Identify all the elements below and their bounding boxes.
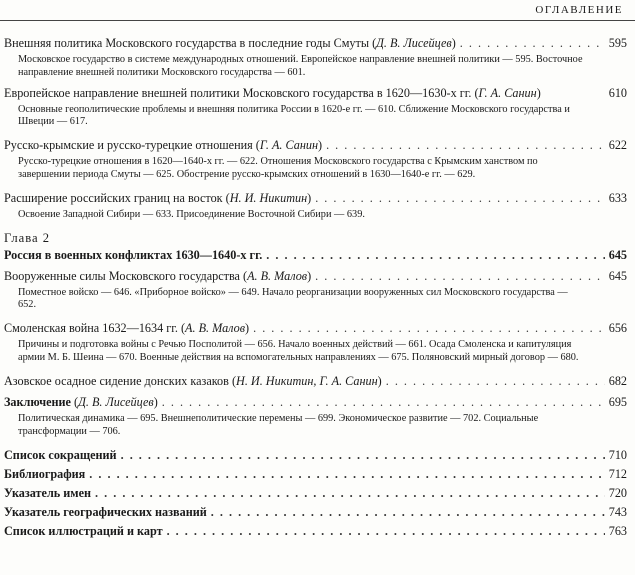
page-number: 763 [608,524,627,539]
entry-title: Смоленская война 1632—1634 гг. (А. В. Малов) [4,321,250,336]
toc-entry [4,86,627,130]
leader-dots [266,248,604,263]
page-number: 595 [608,36,627,50]
entry-title: Указатель географических названий [4,505,207,520]
table-of-contents [4,36,627,541]
entry-title: Библиография [4,467,86,482]
header-rule [0,20,635,21]
entry-subsections: Поместное войско — 646. «Приборное войско» — 649. Начало реорганизации вооруженных сил Московского государства — 652. [18,286,568,311]
page-number: 720 [608,486,627,501]
entry-title: Русско-крымские и русско-турецкие отношения (Г. А. Санин) [4,138,323,153]
toc-entry [4,321,627,365]
chapter-title: Россия в военных конфликтах 1630—1640-х гг. [4,247,263,262]
entry-title: Внешняя политика Московского государства в последние годы Смуты (Д. В. Лисейцев) [4,36,456,50]
leader-dots [326,138,605,153]
back-matter-entry [4,503,627,522]
toc-entry [4,374,627,389]
entry-author: Г. А. Санин [478,85,537,100]
page-number: 645 [608,247,627,262]
leader-dots [253,321,605,336]
entry-title: Европейское направление внешней политики Московского государства в 1620—1630-х гг. (Г. А. Санин) [4,85,541,100]
entry-author: Н. И. Никитин, Г. А. Санин [236,373,378,388]
back-matter-entry [4,484,627,503]
entry-author: Д. В. Лисейцев [376,36,452,50]
entry-subsections: Освоение Западной Сибири — 633. Присоединение Восточной Сибири — 639. [18,208,365,220]
leader-dots [121,446,605,465]
leader-dots [460,36,605,51]
entry-author: Г. А. Санин [259,138,318,153]
page-number: 622 [608,138,627,153]
back-matter-entry [4,522,627,541]
leader-dots [211,503,605,522]
entry-subsections: Политическая динамика — 695. Внешнеполитические перемены — 699. Экономическое развитие — 702. Социальные трансформации — 706. [18,412,539,437]
entry-subsections: Причины и подготовка войны с Речью Посполитой — 656. Начало военных действий — 661. Осада Смоленска и капитуляция армии М. Б. Шеина — 670. Военные действия на вспомогательных направлениях — 675. Поляновский мирный договор — 680. [18,339,579,363]
back-matter-entry [4,465,627,484]
running-header: ОГЛАВЛЕНИЕ [535,4,623,16]
page-number: 610 [608,85,627,100]
back-matter-entry [4,446,627,465]
page-number: 743 [608,505,627,520]
entry-subsections: Русско-турецкие отношения в 1620—1640-х гг. — 622. Отношения Московского государства с Крымским ханством по завершении периода Смуты — 625. Обострение русско-крымских отношений в 1630—1640-е гг. — 629. [18,156,538,180]
entry-title: Азовское осадное сидение донских казаков (Н. И. Никитин, Г. А. Санин) [4,373,382,388]
page-number: 645 [608,268,627,283]
leader-dots [95,484,605,503]
entry-title: Указатель имен [4,486,92,501]
page-number: 710 [608,448,627,463]
leader-dots [315,191,605,206]
leader-dots [162,395,605,410]
toc-entry [4,191,627,222]
chapter-title-entry [4,248,627,263]
entry-author: А. В. Малов [185,321,246,336]
toc-entry-conclusion [4,395,627,439]
leader-dots [386,374,605,389]
entry-title: Список иллюстраций и карт [4,524,163,539]
leader-dots [167,522,605,541]
page-number: 712 [608,467,627,482]
page-number: 695 [608,394,627,409]
entry-subsections: Основные геополитические проблемы и внешняя политика России в 1620-е гг. — 610. Сближение Московского государства и Швеции — 617. [18,103,570,128]
chapter-label: Глава 2 [4,230,51,245]
entry-title: Заключение (Д. В. Лисейцев) [4,394,158,409]
leader-dots [89,465,604,484]
toc-entry [4,138,627,182]
entry-title: Расширение российских границ на восток (Н. И. Никитин) [4,190,312,205]
entry-author: Д. В. Лисейцев [78,394,154,409]
entry-title: Вооруженные силы Московского государства (А. В. Малов) [4,268,312,283]
toc-entry [4,269,627,313]
entry-subsections: Московское государство в системе международных отношений. Европейское направление внешней политики — 595. Восточное направление внешней политики Московского государства — 601. [18,54,583,78]
leader-dots [315,269,605,284]
page-number: 682 [608,373,627,388]
toc-entry [4,36,627,80]
page-number: 656 [608,321,627,336]
page-number: 633 [608,190,627,205]
entry-author: Н. И. Никитин [229,190,308,205]
entry-author: А. В. Малов [247,268,308,283]
entry-title: Список сокращений [4,448,117,463]
